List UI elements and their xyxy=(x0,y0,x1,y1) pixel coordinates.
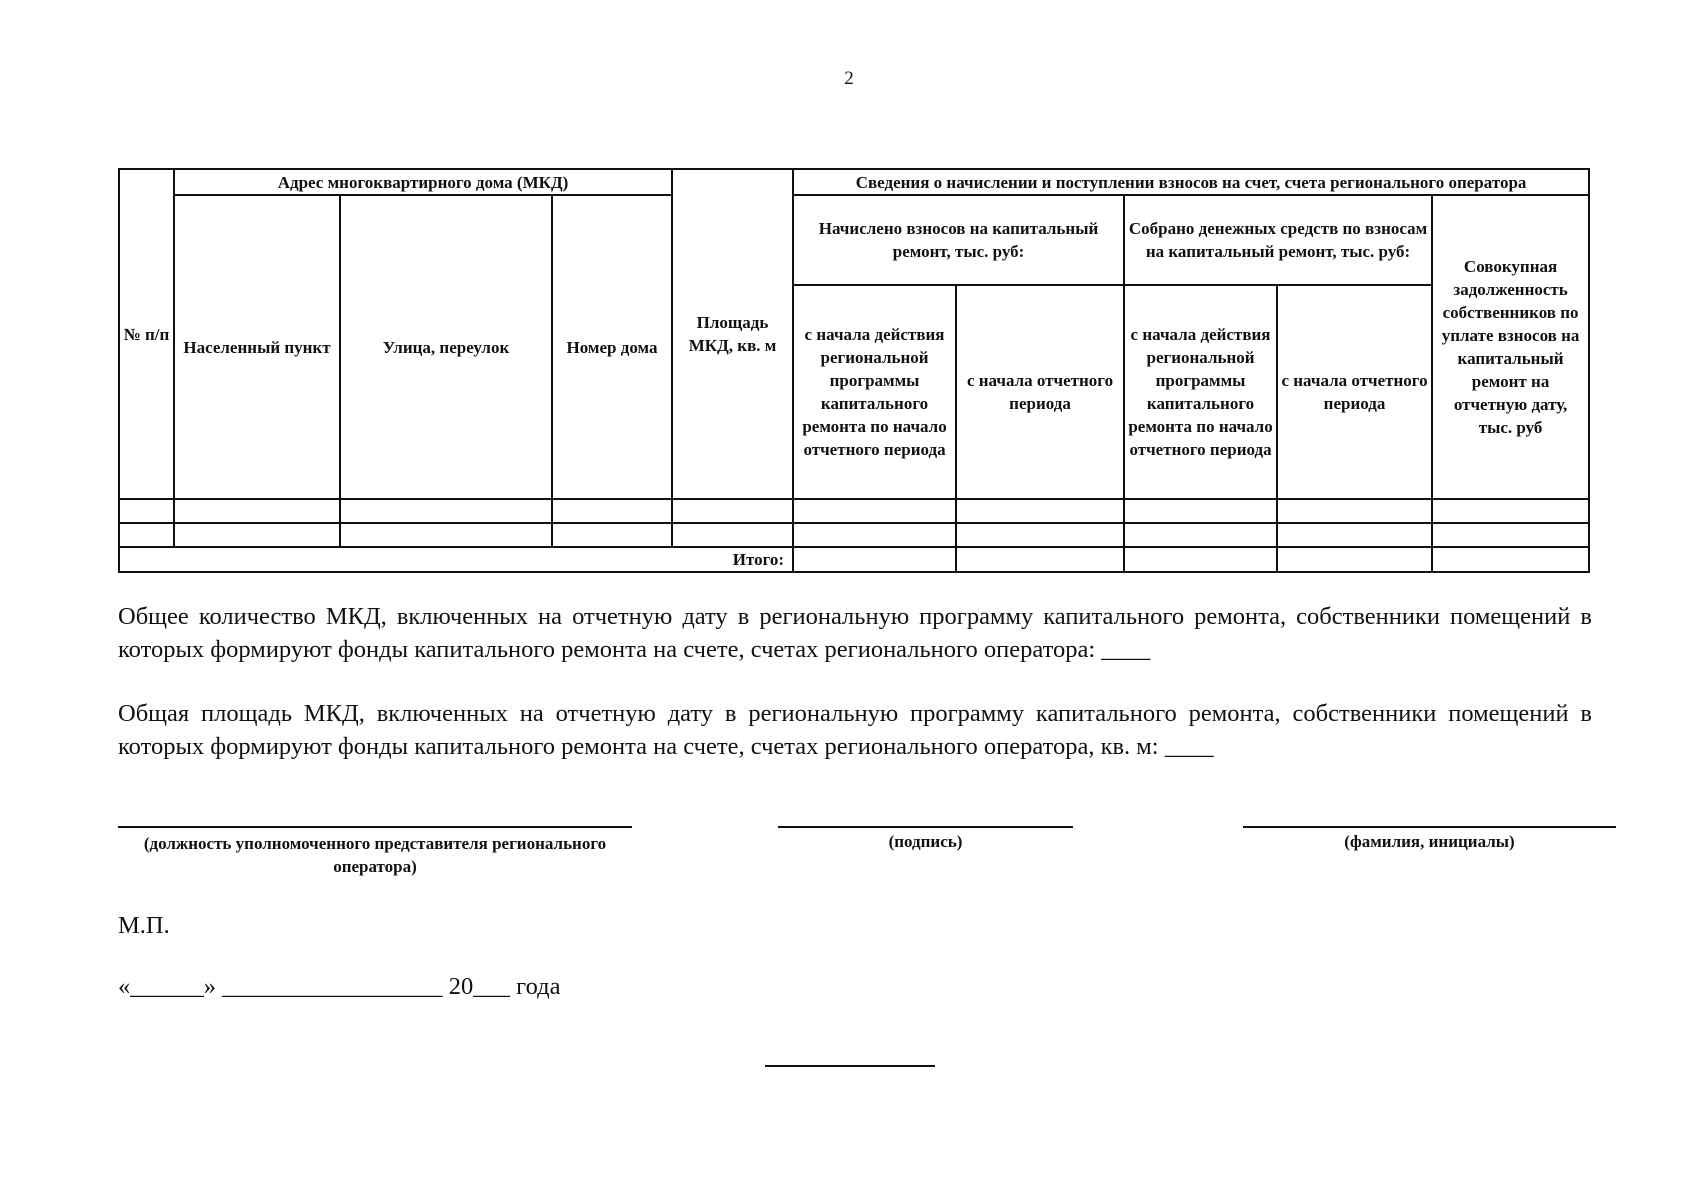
table-row xyxy=(119,523,1589,547)
header-number: № п/п xyxy=(119,169,174,499)
table-cell xyxy=(956,547,1124,572)
header-info-group: Сведения о начислении и поступлении взносов на счет, счета регионального оператора xyxy=(793,169,1589,195)
table-cell xyxy=(1432,547,1589,572)
header-total-debt: Совокупная задолженность собственников по уплате взносов на капитальный ремонт на отчетную дату, тыс. руб xyxy=(1432,195,1589,499)
table-row xyxy=(119,499,1589,523)
table-cell xyxy=(1124,547,1277,572)
table-cell xyxy=(1277,547,1432,572)
header-street: Улица, переулок xyxy=(340,195,552,499)
header-accrued-from-start: с начала действия региональной программы капитального ремонта по начало отчетного периода xyxy=(793,285,956,499)
stamp-place: М.П. xyxy=(118,912,170,939)
header-accrued-period: с начала отчетного периода xyxy=(956,285,1124,499)
table-cell xyxy=(340,523,552,547)
table-cell xyxy=(956,499,1124,523)
header-house-number: Номер дома xyxy=(552,195,672,499)
signature-caption: (подпись) xyxy=(888,832,963,851)
header-settlement: Населенный пункт xyxy=(174,195,340,499)
date-line: «______» __________________ 20___ года xyxy=(118,973,561,1000)
table-cell xyxy=(793,523,956,547)
header-address-group: Адрес многоквартирного дома (МКД) xyxy=(174,169,672,195)
header-collected-period: с начала отчетного периода xyxy=(1277,285,1432,499)
table-cell xyxy=(1124,499,1277,523)
table-cell xyxy=(1277,523,1432,547)
table-cell xyxy=(793,547,956,572)
table-cell xyxy=(672,499,793,523)
table-cell xyxy=(340,499,552,523)
table-cell xyxy=(552,523,672,547)
table-cell xyxy=(793,499,956,523)
header-area: Площадь МКД, кв. м xyxy=(672,169,793,499)
table-cell xyxy=(1124,523,1277,547)
table-cell xyxy=(174,499,340,523)
position-caption: (должность уполномоченного представителя регионального оператора) xyxy=(143,834,607,876)
table-cell xyxy=(174,523,340,547)
table-cell xyxy=(1277,499,1432,523)
signature-line xyxy=(778,826,1073,828)
table-cell xyxy=(1432,523,1589,547)
table-cell xyxy=(119,523,174,547)
table-cell xyxy=(956,523,1124,547)
mkd-area-paragraph: Общая площадь МКД, включенных на отчетную дату в региональную программу капитального ремонта, собственники помещений в которых формируют фонды капитального ремонта на счете, счетах регионального оператора, кв. м: ____ xyxy=(118,700,1592,760)
end-separator-line xyxy=(765,1065,935,1067)
header-collected-from-start: с начала действия региональной программы капитального ремонта по начало отчетного периода xyxy=(1124,285,1277,499)
contributions-table xyxy=(118,168,1590,573)
header-collected-group: Собрано денежных средств по взносам на капитальный ремонт, тыс. руб: xyxy=(1124,195,1432,285)
table-cell xyxy=(552,499,672,523)
header-accrued-group: Начислено взносов на капитальный ремонт, тыс. руб: xyxy=(793,195,1124,285)
total-label: Итого: xyxy=(119,547,793,572)
position-signature-line xyxy=(118,826,632,828)
name-caption: (фамилия, инициалы) xyxy=(1344,832,1515,851)
table-cell xyxy=(672,523,793,547)
mkd-count-paragraph: Общее количество МКД, включенных на отчетную дату в региональную программу капитального ремонта, собственники помещений в которых формируют фонды капитального ремонта на счете, счетах регионального оператора: ____ xyxy=(118,603,1592,663)
name-signature-line xyxy=(1243,826,1616,828)
total-row xyxy=(119,547,1589,572)
table-cell xyxy=(1432,499,1589,523)
page-number: 2 xyxy=(844,68,854,89)
table-cell xyxy=(119,499,174,523)
